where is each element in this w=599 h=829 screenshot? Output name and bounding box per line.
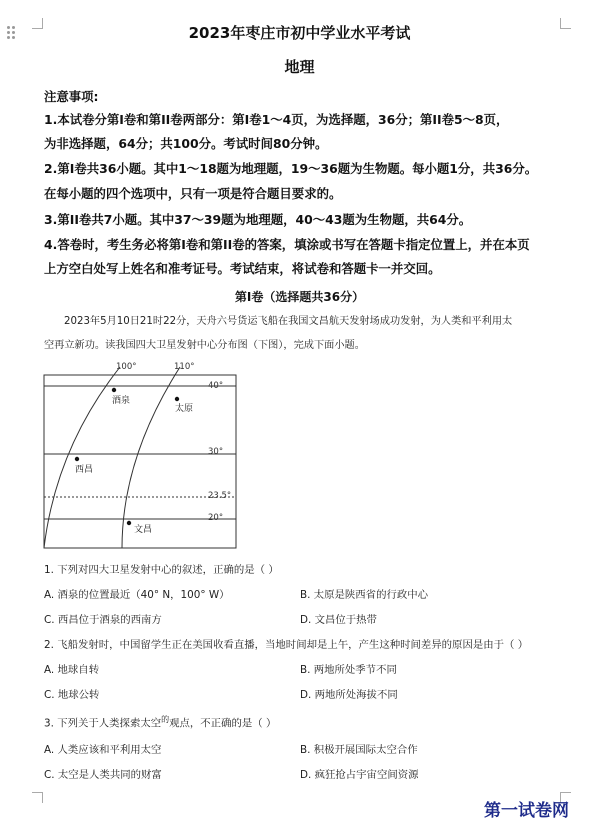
question-1-stem: 1. 下列对四大卫星发射中心的叙述，正确的是（ ） bbox=[44, 564, 279, 576]
question-3-option-b[interactable]: B. 积极开展国际太空合作 bbox=[300, 744, 418, 756]
section-heading: 第I卷（选择题共36分） bbox=[234, 290, 365, 304]
exam-title: 2023年枣庄市初中学业水平考试 bbox=[188, 24, 411, 42]
question-3-option-c[interactable]: C. 太空是人类共同的财富 bbox=[44, 769, 162, 781]
place-label-xichang: 西昌 bbox=[75, 465, 94, 475]
notice-line: 上方空白处写上姓名和准考证号。考试结束，将试卷和答题卡一并交回。 bbox=[44, 261, 441, 276]
question-1-option-b[interactable]: B. 太原是陕西省的行政中心 bbox=[300, 589, 429, 601]
question-2-option-b[interactable]: B. 两地所处季节不同 bbox=[300, 664, 397, 676]
question-2-option-c[interactable]: C. 地球公转 bbox=[44, 689, 100, 701]
notice-line: 4.答卷时，考生务必将第I卷和第II卷的答案，填涂或书写在答题卡指定位置上，并在本页 bbox=[44, 237, 530, 252]
notice-line: 在每小题的四个选项中，只有一项是符合题目要求的。 bbox=[44, 186, 342, 201]
question-3-stem-part: 3. 下列关于人类探索太空 bbox=[44, 717, 162, 730]
longitude-label: 100° bbox=[116, 362, 137, 372]
xichang-marker bbox=[75, 457, 79, 461]
latitude-label: 20° bbox=[208, 513, 224, 523]
question-1-option-d[interactable]: D. 文昌位于热带 bbox=[300, 614, 377, 626]
question-3-option-d[interactable]: D. 疯狂抢占宇宙空间资源 bbox=[300, 769, 419, 781]
exam-subject: 地理 bbox=[284, 58, 315, 76]
launch-center-map bbox=[38, 358, 253, 553]
crop-mark-bottom-left bbox=[32, 792, 43, 803]
taiyuan-marker bbox=[175, 397, 179, 401]
notice-line: 为非选择题，64分；共100分。考试时间80分钟。 bbox=[44, 136, 328, 151]
place-label-taiyuan: 太原 bbox=[175, 404, 194, 414]
latitude-label: 23.5° bbox=[208, 491, 232, 501]
jiuquan-marker bbox=[112, 388, 116, 392]
notice-line: 3.第II卷共7小题。其中37～39题为地理题，40～43题为生物题，共64分。 bbox=[44, 212, 472, 227]
longitude-100-curve bbox=[44, 367, 120, 548]
notice-line: 2.第I卷共36小题。其中1～18题为地理题，19～36题为生物题。每小题1分，共36分。 bbox=[44, 161, 538, 176]
question-3-stem bbox=[44, 714, 276, 729]
notice-line: 1.本试卷分第I卷和第II卷两部分：第I卷1～4页，为选择题，36分；第II卷5～8页， bbox=[44, 112, 509, 127]
wenchang-marker bbox=[127, 521, 131, 525]
question-2-option-a[interactable]: A. 地球自转 bbox=[44, 664, 100, 676]
question-2-stem: 2. 飞船发射时，中国留学生正在美国收看直播，当地时间却是上午，产生这种时间差异的原因是由于（ ） bbox=[44, 639, 529, 651]
longitude-label: 110° bbox=[174, 362, 195, 372]
latitude-label: 40° bbox=[208, 381, 224, 391]
question-1-option-a[interactable]: A. 酒泉的位置最近（40° N，100° W） bbox=[44, 589, 230, 601]
question-2-option-d[interactable]: D. 两地所处海拔不同 bbox=[300, 689, 398, 701]
question-1-option-c[interactable]: C. 西昌位于酒泉的西南方 bbox=[44, 614, 162, 626]
watermark-logo: 第一试卷网 bbox=[484, 801, 569, 821]
intro-line: 2023年5月10日21时22分，天舟六号货运飞船在我国文昌航天发射场成功发射，为人类和平利用太 bbox=[64, 316, 513, 327]
latitude-label: 30° bbox=[208, 447, 224, 457]
question-3-option-a[interactable]: A. 人类应该和平利用太空 bbox=[44, 744, 162, 756]
place-label-wenchang: 文昌 bbox=[134, 525, 153, 535]
notice-heading: 注意事项: bbox=[44, 89, 99, 104]
question-3-stem-superscript: 的 bbox=[161, 715, 170, 724]
intro-line: 空再立新功。读我国四大卫星发射中心分布图（下图），完成下面小题。 bbox=[44, 340, 365, 351]
longitude-110-curve bbox=[122, 367, 180, 548]
place-label-jiuquan: 酒泉 bbox=[112, 396, 131, 406]
question-3-stem-part: 观点，不正确的是（ ） bbox=[169, 717, 277, 730]
